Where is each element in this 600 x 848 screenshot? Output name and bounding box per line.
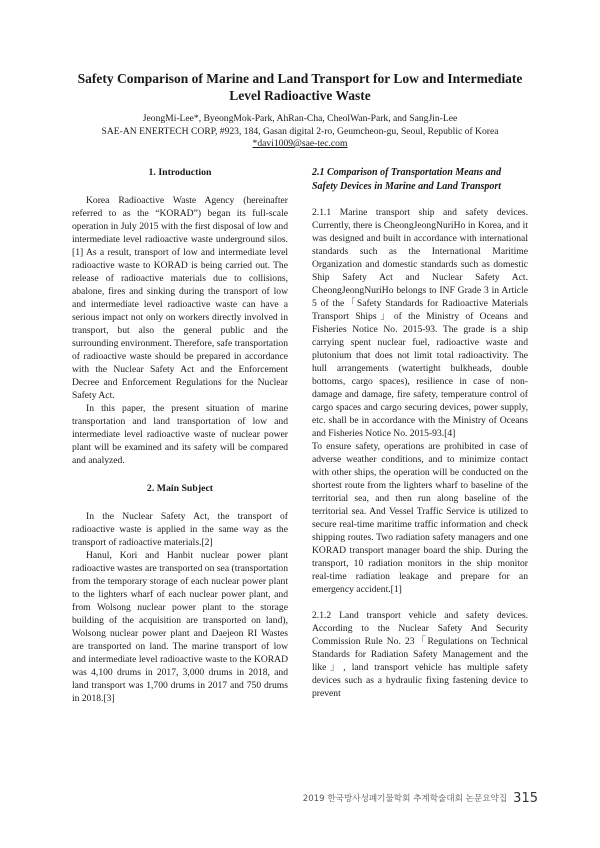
footer-proceedings-title: 2019 한국방사성폐기물학회 추계학술대회 논문요약집	[302, 794, 508, 804]
subsection-heading-2-1: 2.1 Comparison of Transportation Means and Safety Devices in Marine and Land Transport	[312, 167, 502, 192]
author-affiliation: SAE-AN ENERTECH CORP, #923, 184, Gasan digital 2-ro, Geumcheon-gu, Seoul, Republic of Korea	[101, 125, 499, 137]
land-paragraph-1: 2.1.2 Land transport vehicle and safety devices. According to the Nuclear Safety And Security Commission Rule No. 23「Regulations on Technical Standards for Radiation Safety Management and the like」, land transport vehicle has multiple safety devices such as a hydraulic fixing fastening device to prevent	[312, 610, 528, 699]
intro-paragraph-2: In this paper, the present situation of marine transportation and land transportation of low and intermediate level radioactive waste of nuclear power plant will be examined and its safety will be compared and analyzed.	[72, 403, 288, 466]
title-line-1: Safety Comparison of Marine and Land Transport for Low and Intermediate	[77, 71, 523, 86]
main-paragraph-2: Hanul, Kori and Hanbit nuclear power plant radioactive wastes are transported on sea (transportation from the temporary storage of each nuclear power plant to the lighters wharf of each nuclear power plant, and from Wolsong nuclear power plant to the storage building of the acquisition are transported on land), Wolsong nuclear power plant and Daejeon RI Wastes are transported on land. The marine transport of low and intermediate level radioactive waste to the KORAD was 4,100 drums in 2017, 3,000 drums in 2018, and land transport was 1,700 drums in 2017 and 750 drums in 2018.[3]	[72, 550, 288, 704]
page-footer	[303, 791, 538, 806]
intro-paragraph-1: Korea Radioactive Waste Agency (hereinafter referred to as the “KORAD”) began its full-scale operation in July 2015 with the first disposal of low and intermediate level radioactive waste underground silos.[1] As a result, transport of low and intermediate level radioactive waste to KORAD is being carried out. The release of radioactive materials due to collisions, abalone, fires and sinking during the transport of low and intermediate level radioactive waste can have a serious impact not only on workers directly involved in transport, but also the general public and the surrounding environment. Therefore, safe transportation of radioactive waste should be prepared in accordance with the Nuclear Safety Act and the Enforcement Decree and Enforcement Regulations for the Nuclear Safety Act.	[72, 195, 288, 401]
title-line-2: Level Radioactive Waste	[229, 88, 371, 103]
main-paragraph-1: In the Nuclear Safety Act, the transport of radioactive waste is applied in the same way as the transport of radioactive materials.[2]	[72, 511, 288, 548]
section-heading-main-subject: 2. Main Subject	[146, 483, 214, 494]
paper-title	[60, 70, 540, 104]
right-column	[312, 166, 528, 700]
page-number: 315	[513, 791, 538, 806]
author-email-link[interactable]: *davi1009@sae-tec.com	[252, 138, 348, 149]
marine-paragraph-2: To ensure safety, operations are prohibited in case of adverse weather conditions, and to minimize contact with other ships, the operation will be conducted on the shortest route from the lighters wharf to baseline of the territorial sea, and then run along baseline of the territorial sea. And Vessel Traffic Service is utilized to secure real-time maritime traffic information and check shipping routes. Two radiation safety managers and one KORAD transport manager board the ship. During the transport, 10 radiation monitors in the ship monitor real-time radiation leakage and prepare for an emergency accident.[1]	[312, 441, 528, 595]
left-column	[72, 166, 288, 705]
author-names: JeongMi-Lee*, ByeongMok-Park, AhRan-Cha, CheolWan-Park, and SangJin-Lee	[142, 113, 458, 124]
author-block	[40, 113, 560, 151]
marine-paragraph-1: 2.1.1 Marine transport ship and safety devices. Currently, there is CheongJeongNuriHo in Korea, and it was designed and built in accordance with international standards such as the International Maritime Organization and domestic standards such as domestic Ship Safety Act and Nuclear Safety Act. CheongJeongNuriHo belongs to INF Grade 3 in Article 5 of the「Safety Standards for Radioactive Materials Transport Ships」of the Ministry of Oceans and Fisheries Notice No. 2015-93. The grade is a ship carrying spent nuclear fuel, radioactive waste and plutonium that does not limit total radioactivity. The hull arrangements (watertight bulkheads, double bottoms, cargo spaces), resilience in case of non-damage and damage, fire safety, temperature control of cargo spaces and cargo securing devices, power supply, etc. shall be in accordance with the Ministry of Oceans and Fisheries Notice No. 2015-93.[4]	[312, 207, 528, 439]
section-heading-introduction: 1. Introduction	[148, 167, 212, 178]
